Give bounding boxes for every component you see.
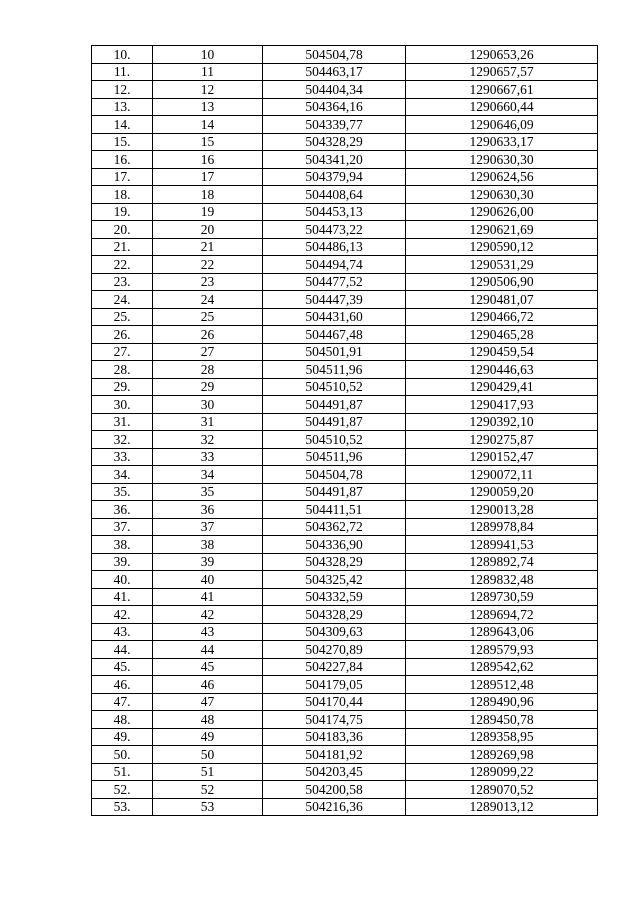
x-coordinate-cell: 504473,22	[263, 221, 406, 239]
point-number-cell: 16	[153, 151, 263, 169]
row-number-cell: 12.	[92, 81, 153, 99]
x-coordinate-cell: 504179,05	[263, 676, 406, 694]
table-row	[92, 168, 598, 186]
x-coordinate-cell: 504447,39	[263, 291, 406, 309]
y-coordinate-cell: 1289832,48	[406, 571, 598, 589]
y-coordinate-cell: 1290072,11	[406, 466, 598, 484]
x-coordinate-cell: 504510,52	[263, 378, 406, 396]
point-number-cell: 48	[153, 711, 263, 729]
table-row	[92, 501, 598, 519]
y-coordinate-cell: 1290531,29	[406, 256, 598, 274]
x-coordinate-cell: 504336,90	[263, 536, 406, 554]
x-coordinate-cell: 504411,51	[263, 501, 406, 519]
y-coordinate-cell: 1290392,10	[406, 413, 598, 431]
point-number-cell: 40	[153, 571, 263, 589]
x-coordinate-cell: 504181,92	[263, 746, 406, 764]
table-row	[92, 676, 598, 694]
table-row	[92, 273, 598, 291]
y-coordinate-cell: 1290667,61	[406, 81, 598, 99]
y-coordinate-cell: 1290630,30	[406, 186, 598, 204]
point-number-cell: 26	[153, 326, 263, 344]
row-number-cell: 53.	[92, 798, 153, 816]
x-coordinate-cell: 504501,91	[263, 343, 406, 361]
table-row	[92, 746, 598, 764]
point-number-cell: 42	[153, 606, 263, 624]
row-number-cell: 45.	[92, 658, 153, 676]
row-number-cell: 24.	[92, 291, 153, 309]
row-number-cell: 49.	[92, 728, 153, 746]
y-coordinate-cell: 1290626,00	[406, 203, 598, 221]
point-number-cell: 27	[153, 343, 263, 361]
point-number-cell: 29	[153, 378, 263, 396]
x-coordinate-cell: 504511,96	[263, 361, 406, 379]
y-coordinate-cell: 1290275,87	[406, 431, 598, 449]
x-coordinate-cell: 504453,13	[263, 203, 406, 221]
point-number-cell: 23	[153, 273, 263, 291]
y-coordinate-cell: 1289643,06	[406, 623, 598, 641]
table-row	[92, 711, 598, 729]
row-number-cell: 26.	[92, 326, 153, 344]
row-number-cell: 42.	[92, 606, 153, 624]
x-coordinate-cell: 504364,16	[263, 98, 406, 116]
point-number-cell: 53	[153, 798, 263, 816]
x-coordinate-cell: 504174,75	[263, 711, 406, 729]
y-coordinate-cell: 1289730,59	[406, 588, 598, 606]
x-coordinate-cell: 504504,78	[263, 46, 406, 64]
x-coordinate-cell: 504325,42	[263, 571, 406, 589]
row-number-cell: 52.	[92, 781, 153, 799]
row-number-cell: 50.	[92, 746, 153, 764]
y-coordinate-cell: 1290506,90	[406, 273, 598, 291]
y-coordinate-cell: 1289490,96	[406, 693, 598, 711]
y-coordinate-cell: 1289892,74	[406, 553, 598, 571]
row-number-cell: 19.	[92, 203, 153, 221]
y-coordinate-cell: 1290660,44	[406, 98, 598, 116]
x-coordinate-cell: 504379,94	[263, 168, 406, 186]
row-number-cell: 39.	[92, 553, 153, 571]
point-number-cell: 30	[153, 396, 263, 414]
y-coordinate-cell: 1290653,26	[406, 46, 598, 64]
x-coordinate-cell: 504491,87	[263, 483, 406, 501]
row-number-cell: 47.	[92, 693, 153, 711]
table-row	[92, 361, 598, 379]
row-number-cell: 33.	[92, 448, 153, 466]
row-number-cell: 15.	[92, 133, 153, 151]
table-row	[92, 588, 598, 606]
row-number-cell: 38.	[92, 536, 153, 554]
table-row	[92, 641, 598, 659]
row-number-cell: 21.	[92, 238, 153, 256]
table-row	[92, 536, 598, 554]
row-number-cell: 36.	[92, 501, 153, 519]
x-coordinate-cell: 504203,45	[263, 763, 406, 781]
row-number-cell: 20.	[92, 221, 153, 239]
x-coordinate-cell: 504216,36	[263, 798, 406, 816]
point-number-cell: 41	[153, 588, 263, 606]
point-number-cell: 10	[153, 46, 263, 64]
x-coordinate-cell: 504183,36	[263, 728, 406, 746]
row-number-cell: 16.	[92, 151, 153, 169]
y-coordinate-cell: 1290459,54	[406, 343, 598, 361]
table-row	[92, 798, 598, 816]
table-row	[92, 238, 598, 256]
point-number-cell: 13	[153, 98, 263, 116]
x-coordinate-cell: 504328,29	[263, 606, 406, 624]
point-number-cell: 18	[153, 186, 263, 204]
point-number-cell: 11	[153, 63, 263, 81]
point-number-cell: 44	[153, 641, 263, 659]
point-number-cell: 22	[153, 256, 263, 274]
x-coordinate-cell: 504362,72	[263, 518, 406, 536]
y-coordinate-cell: 1290466,72	[406, 308, 598, 326]
table-row	[92, 186, 598, 204]
table-row	[92, 483, 598, 501]
table-row	[92, 781, 598, 799]
row-number-cell: 43.	[92, 623, 153, 641]
row-number-cell: 46.	[92, 676, 153, 694]
point-number-cell: 51	[153, 763, 263, 781]
table-row	[92, 116, 598, 134]
table-row	[92, 378, 598, 396]
x-coordinate-cell: 504328,29	[263, 133, 406, 151]
x-coordinate-cell: 504339,77	[263, 116, 406, 134]
x-coordinate-cell: 504504,78	[263, 466, 406, 484]
x-coordinate-cell: 504227,84	[263, 658, 406, 676]
point-number-cell: 46	[153, 676, 263, 694]
table-row	[92, 396, 598, 414]
table-row	[92, 606, 598, 624]
x-coordinate-cell: 504341,20	[263, 151, 406, 169]
x-coordinate-cell: 504408,64	[263, 186, 406, 204]
y-coordinate-cell: 1290446,63	[406, 361, 598, 379]
y-coordinate-cell: 1289070,52	[406, 781, 598, 799]
x-coordinate-cell: 504494,74	[263, 256, 406, 274]
x-coordinate-cell: 504510,52	[263, 431, 406, 449]
row-number-cell: 11.	[92, 63, 153, 81]
point-number-cell: 45	[153, 658, 263, 676]
table-row	[92, 658, 598, 676]
point-number-cell: 21	[153, 238, 263, 256]
point-number-cell: 37	[153, 518, 263, 536]
y-coordinate-cell: 1289358,95	[406, 728, 598, 746]
x-coordinate-cell: 504431,60	[263, 308, 406, 326]
row-number-cell: 25.	[92, 308, 153, 326]
row-number-cell: 29.	[92, 378, 153, 396]
point-number-cell: 32	[153, 431, 263, 449]
table-row	[92, 81, 598, 99]
table-row	[92, 763, 598, 781]
point-number-cell: 31	[153, 413, 263, 431]
table-row	[92, 343, 598, 361]
table-row	[92, 256, 598, 274]
x-coordinate-cell: 504486,13	[263, 238, 406, 256]
y-coordinate-cell: 1290059,20	[406, 483, 598, 501]
row-number-cell: 34.	[92, 466, 153, 484]
y-coordinate-cell: 1290621,69	[406, 221, 598, 239]
point-number-cell: 43	[153, 623, 263, 641]
y-coordinate-cell: 1289450,78	[406, 711, 598, 729]
x-coordinate-cell: 504332,59	[263, 588, 406, 606]
x-coordinate-cell: 504463,17	[263, 63, 406, 81]
table-row	[92, 221, 598, 239]
y-coordinate-cell: 1290429,41	[406, 378, 598, 396]
table-row	[92, 151, 598, 169]
y-coordinate-cell: 1289941,53	[406, 536, 598, 554]
table-row	[92, 623, 598, 641]
point-number-cell: 50	[153, 746, 263, 764]
table-row	[92, 553, 598, 571]
point-number-cell: 47	[153, 693, 263, 711]
table-row	[92, 291, 598, 309]
y-coordinate-cell: 1290657,57	[406, 63, 598, 81]
table-row	[92, 326, 598, 344]
table-row	[92, 466, 598, 484]
point-number-cell: 36	[153, 501, 263, 519]
row-number-cell: 23.	[92, 273, 153, 291]
row-number-cell: 31.	[92, 413, 153, 431]
table-row	[92, 98, 598, 116]
x-coordinate-cell: 504309,63	[263, 623, 406, 641]
x-coordinate-cell: 504477,52	[263, 273, 406, 291]
point-number-cell: 24	[153, 291, 263, 309]
row-number-cell: 28.	[92, 361, 153, 379]
point-number-cell: 28	[153, 361, 263, 379]
row-number-cell: 10.	[92, 46, 153, 64]
x-coordinate-cell: 504467,48	[263, 326, 406, 344]
point-number-cell: 15	[153, 133, 263, 151]
row-number-cell: 17.	[92, 168, 153, 186]
y-coordinate-cell: 1290630,30	[406, 151, 598, 169]
y-coordinate-cell: 1289099,22	[406, 763, 598, 781]
point-number-cell: 38	[153, 536, 263, 554]
y-coordinate-cell: 1290417,93	[406, 396, 598, 414]
row-number-cell: 32.	[92, 431, 153, 449]
table-row	[92, 133, 598, 151]
row-number-cell: 13.	[92, 98, 153, 116]
table-row	[92, 203, 598, 221]
row-number-cell: 51.	[92, 763, 153, 781]
point-number-cell: 49	[153, 728, 263, 746]
y-coordinate-cell: 1290646,09	[406, 116, 598, 134]
table-row	[92, 728, 598, 746]
x-coordinate-cell: 504328,29	[263, 553, 406, 571]
coordinates-table	[91, 45, 598, 816]
table-row	[92, 308, 598, 326]
x-coordinate-cell: 504491,87	[263, 396, 406, 414]
point-number-cell: 39	[153, 553, 263, 571]
row-number-cell: 40.	[92, 571, 153, 589]
coordinates-table-body	[92, 46, 598, 816]
y-coordinate-cell: 1289978,84	[406, 518, 598, 536]
row-number-cell: 41.	[92, 588, 153, 606]
x-coordinate-cell: 504404,34	[263, 81, 406, 99]
y-coordinate-cell: 1290013,28	[406, 501, 598, 519]
y-coordinate-cell: 1290633,17	[406, 133, 598, 151]
y-coordinate-cell: 1290624,56	[406, 168, 598, 186]
row-number-cell: 14.	[92, 116, 153, 134]
row-number-cell: 22.	[92, 256, 153, 274]
table-row	[92, 448, 598, 466]
table-row	[92, 571, 598, 589]
y-coordinate-cell: 1289512,48	[406, 676, 598, 694]
y-coordinate-cell: 1290590,12	[406, 238, 598, 256]
y-coordinate-cell: 1290152,47	[406, 448, 598, 466]
table-row	[92, 63, 598, 81]
table-row	[92, 518, 598, 536]
y-coordinate-cell: 1289694,72	[406, 606, 598, 624]
row-number-cell: 44.	[92, 641, 153, 659]
point-number-cell: 17	[153, 168, 263, 186]
x-coordinate-cell: 504200,58	[263, 781, 406, 799]
table-row	[92, 46, 598, 64]
row-number-cell: 30.	[92, 396, 153, 414]
point-number-cell: 35	[153, 483, 263, 501]
y-coordinate-cell: 1289579,93	[406, 641, 598, 659]
point-number-cell: 52	[153, 781, 263, 799]
row-number-cell: 35.	[92, 483, 153, 501]
row-number-cell: 37.	[92, 518, 153, 536]
x-coordinate-cell: 504270,89	[263, 641, 406, 659]
point-number-cell: 20	[153, 221, 263, 239]
y-coordinate-cell: 1290481,07	[406, 291, 598, 309]
row-number-cell: 18.	[92, 186, 153, 204]
table-row	[92, 431, 598, 449]
y-coordinate-cell: 1290465,28	[406, 326, 598, 344]
point-number-cell: 19	[153, 203, 263, 221]
x-coordinate-cell: 504170,44	[263, 693, 406, 711]
y-coordinate-cell: 1289542,62	[406, 658, 598, 676]
row-number-cell: 27.	[92, 343, 153, 361]
x-coordinate-cell: 504491,87	[263, 413, 406, 431]
point-number-cell: 34	[153, 466, 263, 484]
point-number-cell: 33	[153, 448, 263, 466]
table-row	[92, 693, 598, 711]
row-number-cell: 48.	[92, 711, 153, 729]
point-number-cell: 25	[153, 308, 263, 326]
point-number-cell: 12	[153, 81, 263, 99]
y-coordinate-cell: 1289013,12	[406, 798, 598, 816]
point-number-cell: 14	[153, 116, 263, 134]
y-coordinate-cell: 1289269,98	[406, 746, 598, 764]
x-coordinate-cell: 504511,96	[263, 448, 406, 466]
table-row	[92, 413, 598, 431]
